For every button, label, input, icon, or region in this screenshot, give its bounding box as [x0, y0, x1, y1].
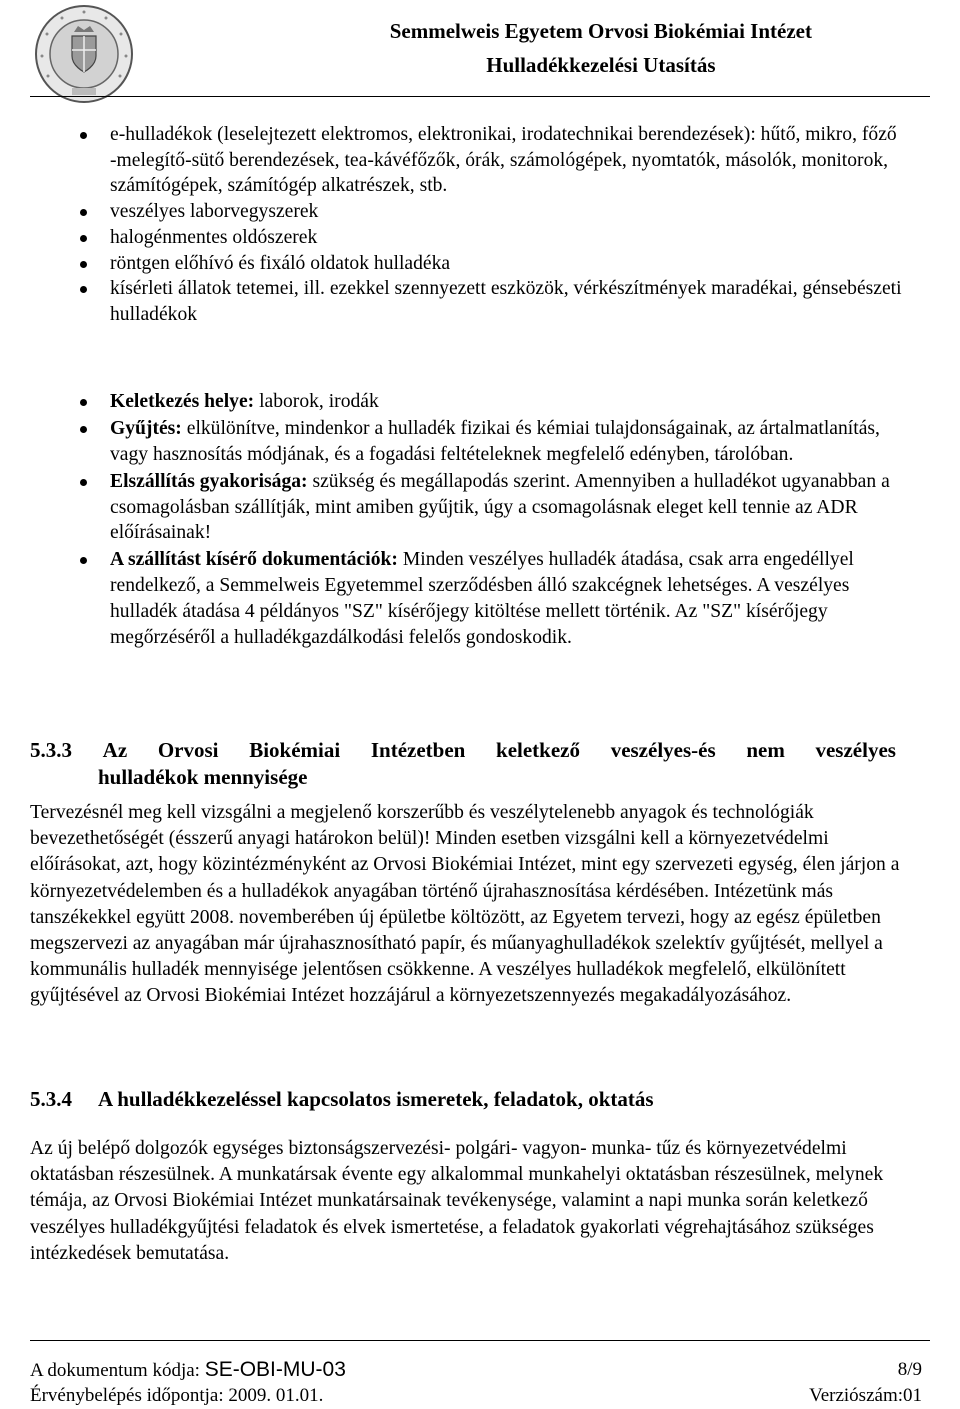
title-word: Intézetben — [370, 738, 466, 762]
list-item-text: Minden veszélyes hulladék átadása, csak arra engedéllyel rendelkező, a Semmelweis Egyetemmel szerződésben álló szakcégnek lehetséges. A veszélyes hulladék átadása 4 példányos "SZ" kísérőjegy kitöltése mellett történik. Az "SZ" kísérőjegy megőrzéséről a hulladékgazdálkodási felelős gondoskodik. — [110, 549, 854, 648]
bullet-icon — [80, 132, 87, 139]
section-heading-534 — [30, 1086, 896, 1113]
list-item-text: elkülönítve, mindenkor a hulladék fizikai és kémiai tulajdonságainak, az ártalmatlanítás, vagy hasznosítás módjának, és a fogadási feltételeknek megfelelő edényben, tárolóban. — [110, 418, 880, 465]
list-item — [74, 389, 904, 415]
waste-handling-list — [74, 389, 904, 652]
footer-row-2 — [30, 1384, 922, 1408]
title-word: veszélyes-és — [610, 738, 716, 762]
page-number: 8/9 — [897, 1359, 922, 1380]
list-item — [74, 122, 904, 199]
footer-divider — [30, 1340, 930, 1341]
effective-date: Érvénybelépés időpontja: 2009. 01.01. — [30, 1385, 324, 1406]
list-item — [74, 199, 904, 225]
list-item-text: e-hulladékok (leselejtezett elektromos, elektronikai, irodatechnikai berendezések): hűtő, mikro, főző -melegítő-sütő berendezések, tea-kávéfőzők, órák, számológépek, nyomtatók, másolók, monitorok, számítógépek, számítógép alkatrészek, stb. — [110, 124, 897, 197]
list-item — [74, 276, 904, 327]
title-word: Biokémiai — [249, 738, 341, 762]
section-title: A hulladékkezeléssel kapcsolatos ismeretek, feladatok, oktatás — [98, 1087, 654, 1111]
list-item-text: szükség és megállapodás szerint. Amennyiben a hulladékot ugyanabban a csomagolásban szállítják, mint amiben gyűjtik, úgy a csomagolásnak eleget kell tennie az ADR előírásainak! — [110, 470, 890, 544]
bullet-icon — [80, 209, 87, 216]
title-word: nem — [746, 738, 785, 762]
section-number: 5.3.3 — [30, 738, 72, 762]
university-seal-logo — [34, 4, 134, 104]
bullet-icon — [80, 261, 87, 268]
list-item-text: halogénmentes oldószerek — [110, 226, 318, 248]
section-533-paragraph: Tervezésnél meg kell vizsgálni a megjelenő korszerűbb és veszélytelenebb anyagok és technológiák bevezethetőségét (ésszerű anyagi határokon belül)! Minden esetben vizsgálni kell a környezetvédelmi előírásokat, azt, hogy közintézményként az Orvosi Biokémiai Intézet, mint egy szervezeti egység, élen járjon a környezetvédelemben és a hulladékok anyagában történő újrahasznosítása kérdésében. Intézetünk más tanszékekkel együtt 2008. novemberében új épületbe költözött, az Egyetem tervezi, hogy az egész épületben megszervezi az anyagában már újrahasznosítható papír, és műanyaghulladékok szelektív gyűjtését, mellyel a kommunális hulladék mennyisége jelentősen csökkenne. A veszélyes hulladékok megfelelő, elkülönített gyűjtésével az Orvosi Biokémiai Intézet hozzájárul a környezetszennyezés megakadályozásához. — [30, 802, 900, 1007]
list-item-label: Keletkezés helye: — [110, 391, 255, 412]
list-item-text: röntgen előhívó és fixáló oldatok hulladéka — [110, 252, 451, 274]
section-534-paragraph: Az új belépő dolgozók egységes biztonságszervezési- polgári- vagyon- munka- tűz és környezetvédelmi oktatásban részesülnek. A munkatársak évente egy alkalommal munkahelyi oktatásban részesülnek, melynek témája, az Orvosi Biokémiai Intézet munkatársainak tevékenysége, valamint a napi munka során keletkező veszélyes hulladékgyűjtési feladatok és elvek ismertetése, a feladatok gyakorlati végrehajtásához szükséges intézkedések bemutatása. — [30, 1138, 884, 1264]
document-code — [30, 1358, 346, 1383]
list-item-text: veszélyes laborvegyszerek — [110, 201, 319, 223]
bullet-icon — [80, 235, 87, 242]
document-code-label: A dokumentum kódja: — [30, 1360, 205, 1381]
document-code-value: SE-OBI-MU-03 — [204, 1358, 346, 1381]
section-title-line-2: hulladékok mennyisége — [98, 765, 308, 789]
list-item — [74, 416, 904, 467]
page-header — [390, 14, 812, 82]
footer-row-1 — [30, 1358, 922, 1383]
section-number: 5.3.4 — [30, 1087, 72, 1111]
list-item-label: Elszállítás gyakorisága: — [110, 470, 308, 492]
section-title-line — [30, 737, 896, 764]
list-item-label: Gyűjtés: — [110, 418, 182, 440]
list-item-text: laborok, irodák — [254, 391, 379, 412]
section-heading-533 — [30, 737, 896, 791]
title-word: Orvosi — [157, 738, 219, 762]
bullet-icon — [80, 479, 87, 486]
bullet-icon — [80, 557, 87, 564]
title-word: veszélyes — [815, 738, 896, 762]
header-institute-title: Semmelweis Egyetem Orvosi Biokémiai Intézet — [389, 19, 812, 43]
bullet-icon — [80, 426, 87, 433]
list-item — [74, 251, 904, 277]
list-item — [74, 547, 904, 650]
list-item-text: kísérleti állatok tetemei, ill. ezekkel szennyezett eszközök, vérkészítmények maradékai, génsebészeti hulladékok — [110, 278, 902, 325]
title-word: Az — [102, 738, 128, 762]
list-item — [74, 225, 904, 251]
bullet-icon — [80, 286, 87, 293]
title-word: keletkező — [496, 738, 581, 762]
header-divider — [30, 96, 930, 97]
header-document-title: Hulladékkezelési Utasítás — [486, 53, 716, 77]
version-number: Verziószám:01 — [809, 1385, 922, 1406]
list-item — [74, 469, 904, 546]
list-item-label: A szállítást kísérő dokumentációk: — [110, 549, 398, 571]
waste-type-list — [74, 122, 904, 328]
bullet-icon — [80, 399, 87, 406]
